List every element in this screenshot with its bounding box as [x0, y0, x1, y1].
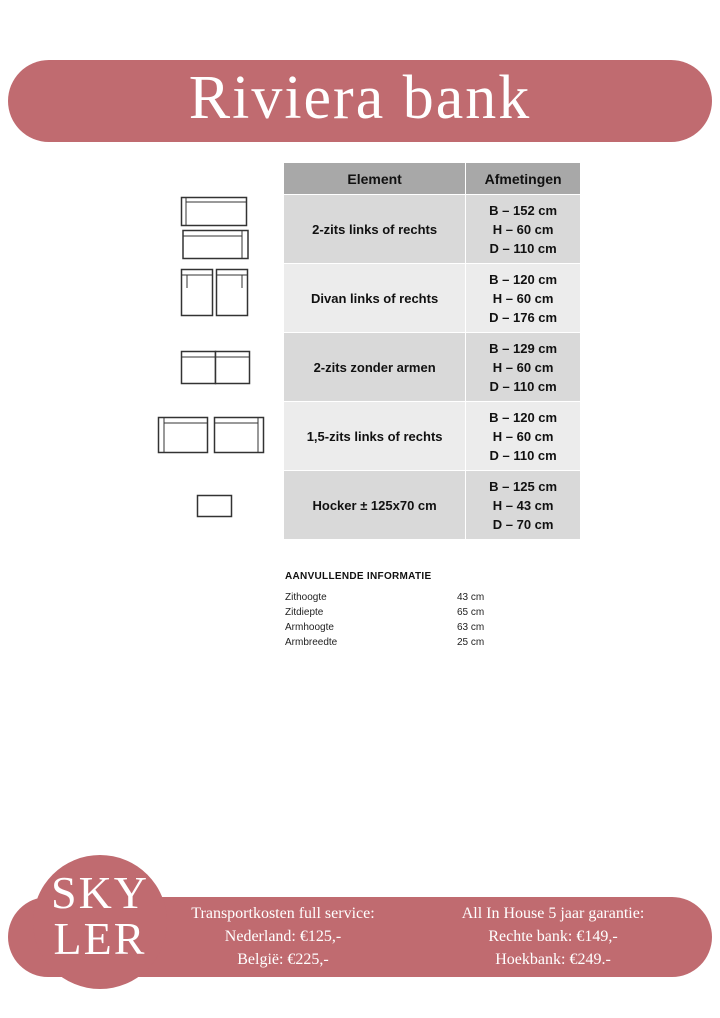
info-label: Armhoogte: [285, 622, 334, 633]
page-title: Riviera bank: [188, 64, 532, 132]
table-row: [284, 402, 581, 471]
dimensions-table: [283, 162, 581, 540]
info-value: 65 cm: [457, 607, 485, 618]
info-value: 63 cm: [457, 622, 485, 633]
element-name: 2-zits zonder armen: [284, 333, 466, 402]
info-label: Armbreedte: [285, 637, 338, 648]
divan-icon: [180, 268, 250, 318]
footer-warranty: [438, 902, 668, 971]
dimensions-cell: [466, 333, 581, 402]
info-row: [285, 637, 495, 651]
element-name: 1,5-zits links of rechts: [284, 402, 466, 471]
footer-warranty-corner: Hoekbank: €249.-: [495, 951, 611, 968]
two-seater-icon: [180, 196, 250, 260]
element-name: Hocker ± 125x70 cm: [284, 471, 466, 540]
dim-height: H – 60 cm: [492, 359, 554, 375]
hocker-icon: [196, 494, 234, 520]
dim-height: H – 60 cm: [492, 221, 554, 237]
footer-transport: [168, 902, 398, 971]
dim-depth: D – 70 cm: [492, 516, 554, 532]
table-row: [284, 195, 581, 264]
dimensions-cell: [466, 471, 581, 540]
info-value: 25 cm: [457, 637, 485, 648]
table-row: [284, 264, 581, 333]
footer-warranty-straight: Rechte bank: €149,-: [488, 928, 618, 945]
table-row: [284, 471, 581, 540]
logo: [33, 867, 167, 964]
dim-width: B – 152 cm: [489, 202, 558, 218]
dim-width: B – 125 cm: [489, 478, 558, 494]
dim-depth: D – 110 cm: [489, 240, 557, 256]
element-name: 2-zits links of rechts: [284, 195, 466, 264]
dim-depth: D – 110 cm: [489, 378, 557, 394]
logo-line-2: LER: [53, 913, 147, 964]
logo-line-1: SKY: [50, 867, 150, 918]
dimensions-cell: [466, 195, 581, 264]
dimensions-cell: [466, 264, 581, 333]
info-label: Zitdiepte: [285, 607, 324, 618]
dim-depth: D – 110 cm: [489, 447, 557, 463]
dim-height: H – 60 cm: [492, 290, 554, 306]
header-element: Element: [284, 163, 466, 195]
info-row: [285, 592, 495, 606]
info-title: AANVULLENDE INFORMATIE: [285, 571, 432, 582]
table-row: [284, 333, 581, 402]
info-row: [285, 607, 495, 621]
dim-width: B – 120 cm: [489, 271, 558, 287]
info-label: Zithoogte: [285, 592, 327, 603]
dimensions-cell: [466, 402, 581, 471]
dim-width: B – 129 cm: [489, 340, 558, 356]
header-afmetingen: Afmetingen: [466, 163, 581, 195]
two-seater-armless-icon: [180, 350, 252, 386]
one-half-seater-icon: [157, 416, 267, 456]
dim-width: B – 120 cm: [489, 409, 558, 425]
footer-transport-nl: Nederland: €125,-: [224, 928, 342, 945]
footer-warranty-title: All In House 5 jaar garantie:: [461, 905, 645, 922]
element-name: Divan links of rechts: [284, 264, 466, 333]
info-value: 43 cm: [457, 592, 485, 603]
table-header-row: [284, 163, 581, 195]
dim-depth: D – 176 cm: [489, 309, 558, 325]
element-icons: [150, 190, 275, 540]
footer-transport-title: Transportkosten full service:: [191, 905, 375, 922]
info-row: [285, 622, 495, 636]
dim-height: H – 60 cm: [492, 428, 554, 444]
footer-transport-be: België: €225,-: [237, 951, 329, 968]
dim-height: H – 43 cm: [492, 497, 554, 513]
